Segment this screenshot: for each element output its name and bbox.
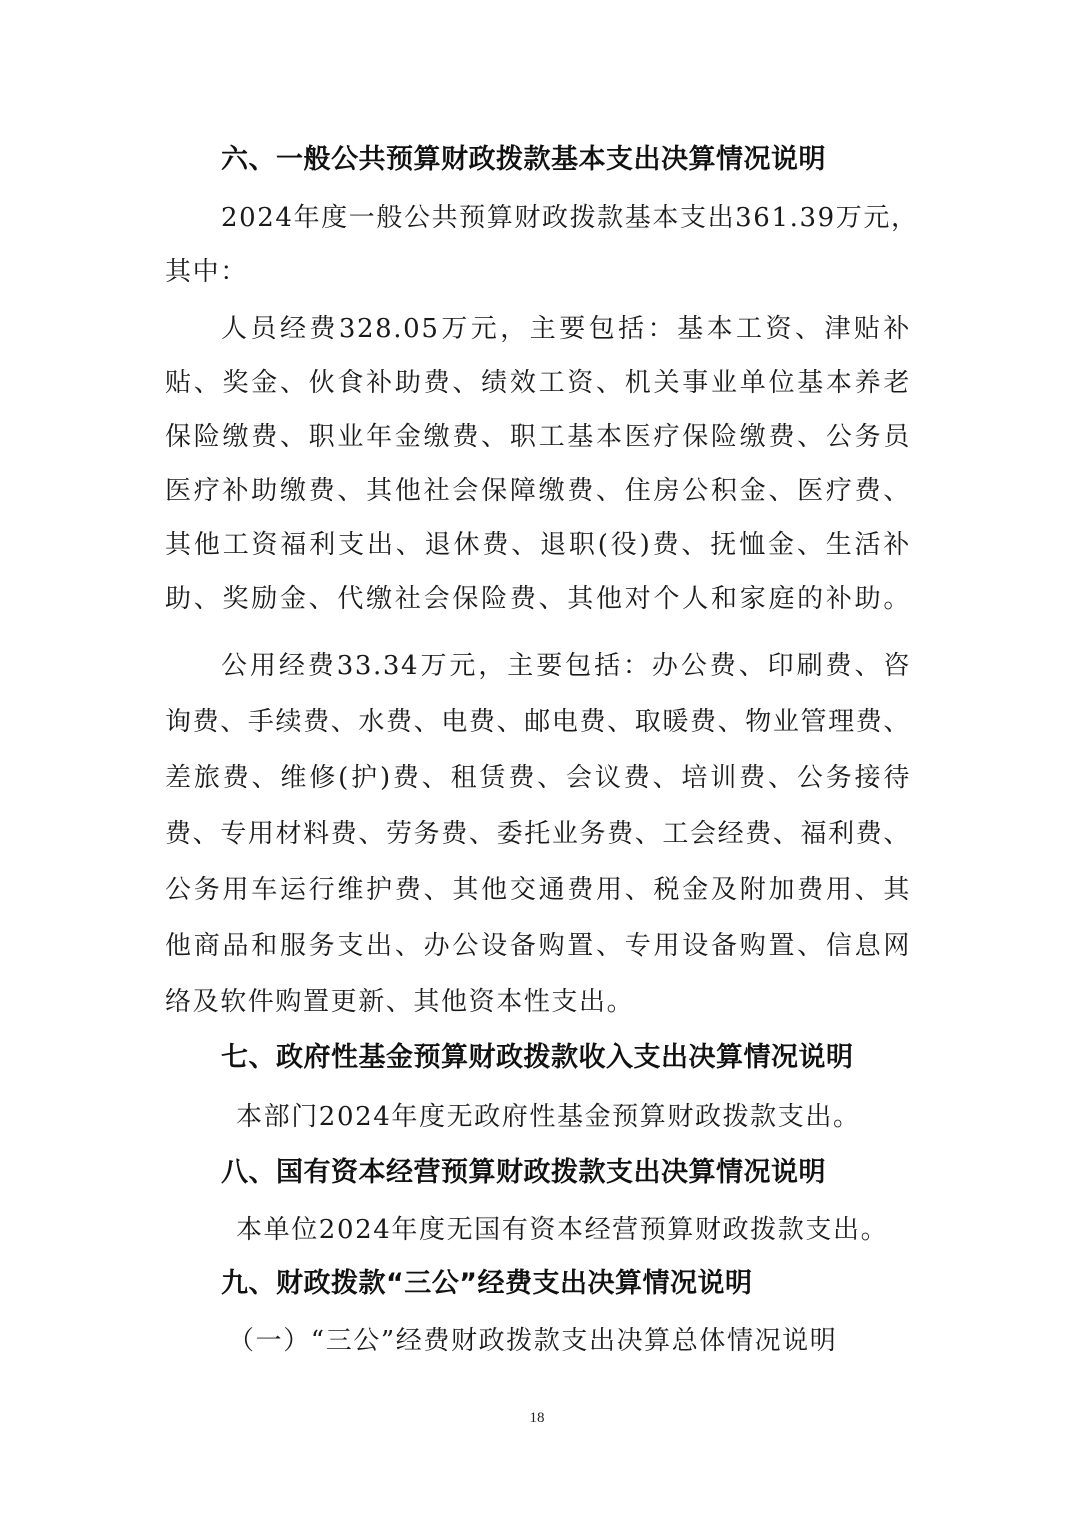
section-6-intro-line-1: 2024年度一般公共预算财政拨款基本支出361.39万元，: [221, 203, 919, 233]
public-line-1: 公用经费33.34万元，主要包括：办公费、印刷费、咨: [221, 651, 911, 681]
personnel-line-3: 保险缴费、职业年金缴费、职工基本医疗保险缴费、公务员: [165, 422, 911, 452]
section-6-heading: 六、一般公共预算财政拨款基本支出决算情况说明: [221, 144, 826, 175]
section-8-heading: 八、国有资本经营预算财政拨款支出决算情况说明: [221, 1157, 826, 1188]
section-6-intro-line-2: 其中：: [165, 257, 248, 287]
personnel-line-6: 助、奖励金、代缴社会保险费、其他对个人和家庭的补助。: [165, 584, 911, 614]
personnel-line-5: 其他工资福利支出、退休费、退职(役)费、抚恤金、生活补: [165, 530, 911, 560]
public-line-7: 络及软件购置更新、其他资本性支出。: [165, 987, 635, 1017]
section-9-heading: 九、财政拨款“三公”经费支出决算情况说明: [221, 1268, 753, 1299]
public-line-4: 费、专用材料费、劳务费、委托业务费、工会经费、福利费、: [165, 819, 911, 849]
public-line-3: 差旅费、维修(护)费、租赁费、会议费、培训费、公务接待: [165, 763, 911, 793]
public-line-6: 他商品和服务支出、办公设备购置、专用设备购置、信息网: [165, 931, 911, 961]
personnel-line-1: 人员经费328.05万元，主要包括：基本工资、津贴补: [221, 314, 911, 344]
section-7-heading: 七、政府性基金预算财政拨款收入支出决算情况说明: [221, 1042, 854, 1073]
section-7-body: 本部门2024年度无政府性基金预算财政拨款支出。: [236, 1102, 861, 1132]
public-line-5: 公务用车运行维护费、其他交通费用、税金及附加费用、其: [165, 875, 911, 905]
personnel-line-2: 贴、奖金、伙食补助费、绩效工资、机关事业单位基本养老: [165, 368, 911, 398]
section-8-body: 本单位2024年度无国有资本经营预算财政拨款支出。: [236, 1215, 889, 1245]
public-line-2: 询费、手续费、水费、电费、邮电费、取暖费、物业管理费、: [165, 707, 911, 737]
personnel-line-4: 医疗补助缴费、其他社会保障缴费、住房公积金、医疗费、: [165, 476, 911, 506]
section-9-subheading: （一）“三公”经费财政拨款支出决算总体情况说明: [228, 1326, 838, 1356]
page-number: 18: [529, 1410, 545, 1426]
